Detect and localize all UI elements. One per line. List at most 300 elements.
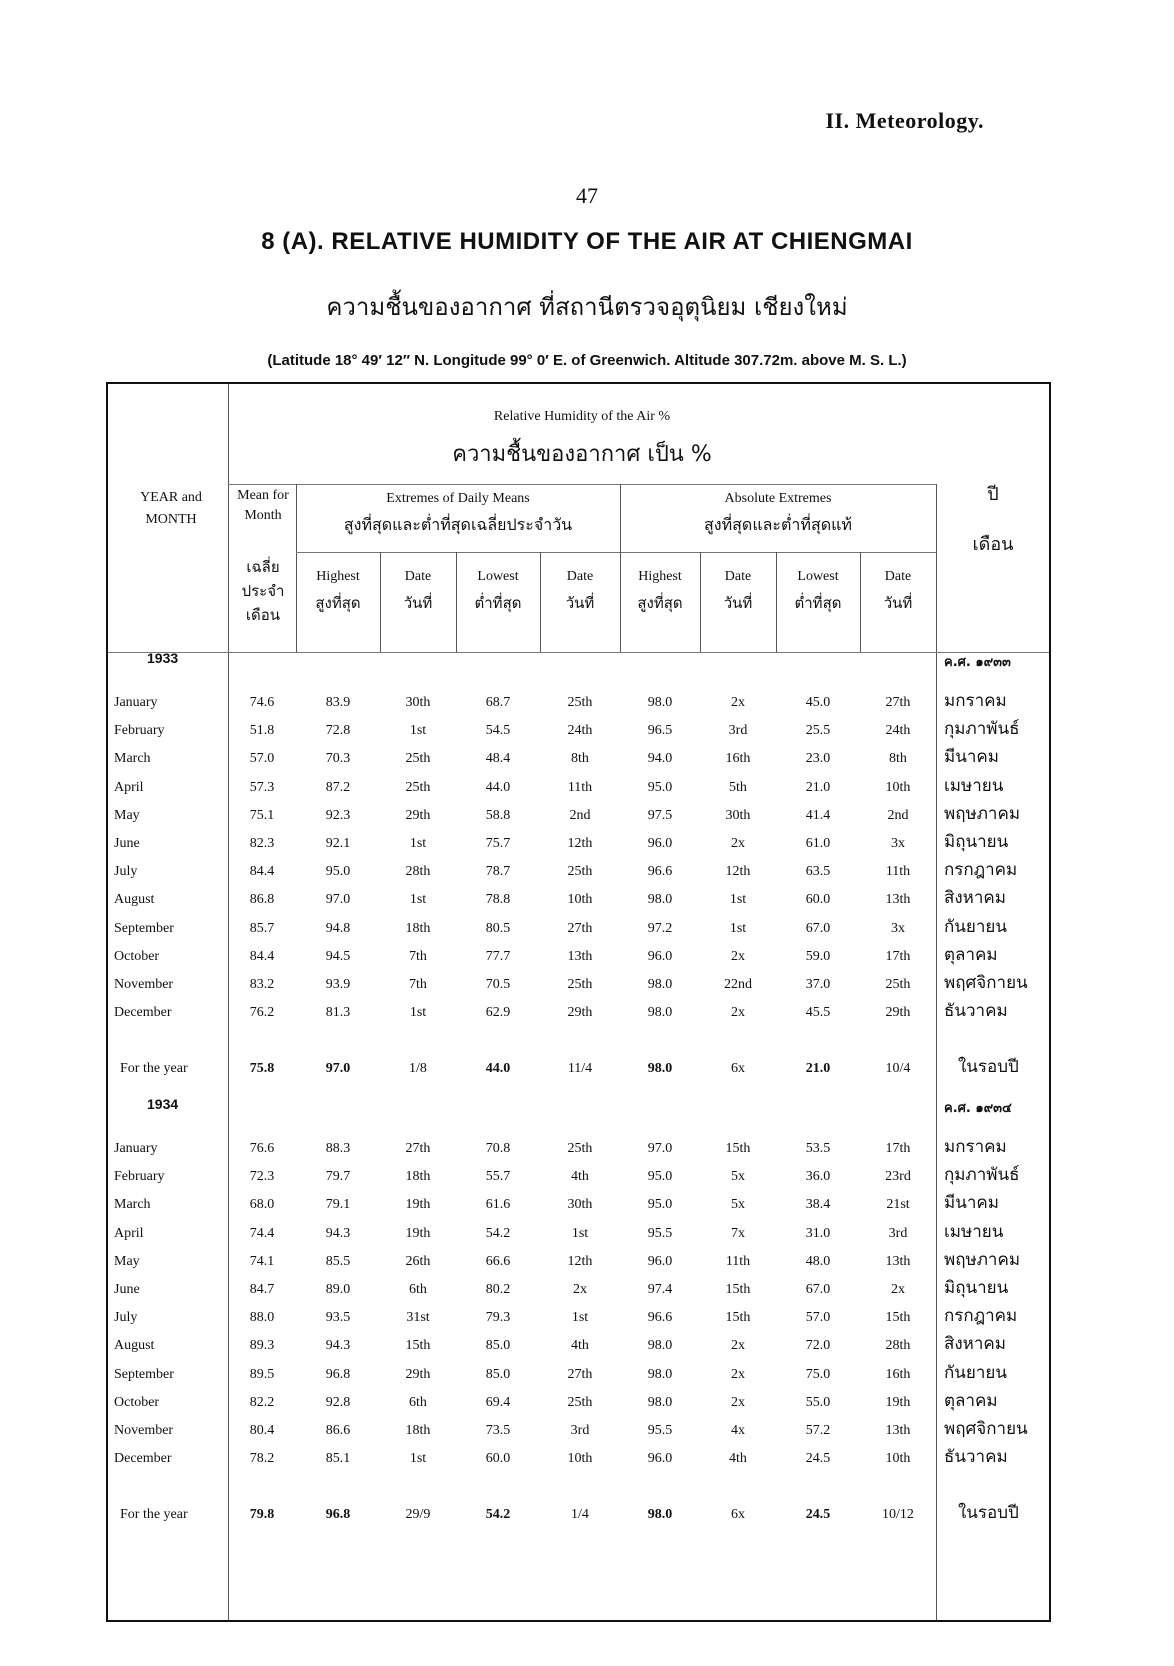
- table-row-month: February: [114, 723, 165, 739]
- table-row-month-thai: ธันวาคม: [944, 1001, 1008, 1022]
- table-cell: 3rd: [728, 723, 748, 739]
- table-cell: 11th: [725, 1253, 751, 1269]
- table-cell: 2nd: [887, 807, 909, 823]
- table-cell: 24th: [567, 723, 593, 739]
- table-cell: 85.7: [249, 920, 275, 936]
- table-cell: 89.0: [325, 1282, 351, 1297]
- table-cell: 94.8: [325, 920, 351, 936]
- table-cell: 7th: [409, 977, 427, 992]
- table-cell: 98.0: [647, 1507, 673, 1523]
- table-cell: 21st: [886, 1197, 910, 1213]
- table-cell: 45.0: [805, 695, 831, 710]
- table-cell: 57.0: [249, 751, 275, 767]
- table-cell: 31st: [406, 1310, 430, 1326]
- table-cell: 79.8: [249, 1507, 275, 1523]
- table-row-month-thai: มิถุนายน: [944, 832, 1009, 852]
- table-row-month-thai: มีนาคม: [944, 1193, 999, 1214]
- table-cell: 78.2: [249, 1451, 275, 1467]
- date-header-thai: วันที่: [883, 594, 913, 612]
- table-cell: 94.3: [325, 1338, 351, 1354]
- table-cell: 98.0: [647, 1005, 673, 1021]
- date-header: Date: [724, 569, 752, 584]
- table-cell: 23.0: [805, 751, 831, 767]
- table-cell: 95.5: [647, 1225, 673, 1241]
- year-label: 1934: [147, 1096, 179, 1112]
- table-cell: 2x: [731, 836, 745, 851]
- table-cell: 96.0: [647, 1253, 673, 1269]
- table-row-month: September: [114, 920, 174, 936]
- table-cell: 80.5: [485, 920, 511, 936]
- table-cell: 7th: [409, 948, 427, 964]
- table-cell: 95.0: [647, 1169, 673, 1185]
- lowest-header: Lowest: [477, 569, 519, 584]
- total-row-month: For the year: [120, 1507, 188, 1523]
- table-cell: 85.0: [485, 1366, 511, 1382]
- page-number: 47: [576, 183, 598, 208]
- table-row-month-thai: มีนาคม: [944, 747, 999, 768]
- table-row-month-thai: กุมภาพันธ์: [944, 719, 1020, 740]
- table-cell: 96.0: [647, 948, 673, 964]
- table-cell: 97.5: [647, 807, 673, 823]
- table-row-month: November: [114, 1423, 174, 1438]
- table-cell: 66.6: [485, 1253, 511, 1269]
- highest-header-thai: สูงที่สุด: [637, 594, 683, 612]
- table-row-month-thai: กันยายน: [944, 1362, 1008, 1383]
- table-cell: 98.0: [647, 1061, 673, 1077]
- table-row-month-thai: เมษายน: [944, 775, 1004, 796]
- table-cell: 75.0: [805, 1366, 831, 1382]
- table-cell: 45.5: [805, 1005, 831, 1021]
- table-cell: 74.1: [249, 1253, 275, 1269]
- table-cell: 2x: [731, 695, 745, 710]
- table-cell: 10/4: [885, 1061, 911, 1077]
- table-cell: 97.0: [325, 892, 351, 908]
- table-cell: 54.2: [485, 1225, 511, 1241]
- table-cell: 12th: [567, 1253, 593, 1269]
- table-cell: 1st: [409, 723, 427, 739]
- table-cell: 15th: [725, 1282, 751, 1297]
- table-cell: 11th: [567, 779, 593, 795]
- table-cell: 36.0: [805, 1169, 831, 1185]
- header-divider: [108, 652, 1049, 653]
- absolute-extremes-header-thai: สูงที่สุดและต่ำที่สุดแท้: [704, 515, 852, 534]
- table-cell: 57.2: [805, 1423, 831, 1438]
- table-cell: 75.7: [485, 836, 511, 851]
- table-row-month: October: [114, 948, 160, 964]
- table-cell: 10/12: [882, 1507, 914, 1523]
- lowest-header: Lowest: [797, 569, 839, 584]
- table-cell: 74.4: [249, 1225, 275, 1241]
- table-cell: 8th: [889, 751, 907, 767]
- table-cell: 11/4: [567, 1061, 593, 1077]
- table-row-month: May: [114, 807, 140, 823]
- table-cell: 15th: [725, 1310, 751, 1326]
- table-row-month: April: [114, 779, 144, 795]
- group-header: Relative Humidity of the Air %: [493, 409, 671, 424]
- table-cell: 37.0: [805, 977, 831, 992]
- table-cell: 21.0: [805, 1061, 831, 1077]
- table-cell: 96.8: [325, 1366, 351, 1382]
- table-cell: 77.7: [485, 948, 511, 964]
- table-cell: 3x: [891, 920, 905, 936]
- table-cell: 55.0: [805, 1394, 831, 1410]
- table-cell: 16th: [885, 1366, 911, 1382]
- table-cell: 96.6: [647, 864, 673, 880]
- table-cell: 86.8: [249, 892, 275, 908]
- date-header: Date: [404, 569, 432, 584]
- table-cell: 92.8: [325, 1394, 351, 1410]
- table-cell: 44.0: [485, 779, 511, 795]
- total-row-month: For the year: [120, 1061, 188, 1077]
- table-cell: 89.5: [249, 1366, 275, 1382]
- table-row-month-thai: กรกฎาคม: [944, 1306, 1018, 1327]
- table-cell: 29th: [405, 1366, 431, 1382]
- table-cell: 24th: [885, 723, 911, 739]
- table-cell: 25th: [567, 864, 593, 880]
- table-row-month: March: [114, 1197, 151, 1213]
- table-cell: 79.3: [485, 1310, 511, 1326]
- table-cell: 6x: [731, 1061, 745, 1077]
- table-cell: 5x: [731, 1197, 745, 1213]
- table-cell: 23rd: [885, 1169, 911, 1185]
- lowest-header-thai: ต่ำที่สุด: [474, 594, 522, 612]
- table-row-month-thai: มกราคม: [944, 1137, 1007, 1157]
- table-cell: 60.0: [805, 892, 831, 908]
- table-cell: 84.4: [249, 864, 275, 880]
- table-cell: 2nd: [569, 807, 591, 823]
- table-row-month: August: [114, 892, 155, 908]
- table-row-month-thai: ตุลาคม: [944, 944, 998, 965]
- daily-extremes-header: Extremes of Daily Means: [386, 491, 530, 506]
- table-row-month: December: [114, 1005, 172, 1021]
- table-cell: 25th: [567, 1394, 593, 1410]
- table-cell: 1/8: [409, 1061, 427, 1077]
- year-label-thai: ค.ศ. ๑๙๓๔: [944, 1101, 1012, 1116]
- total-row-month-thai: ในรอบปี: [958, 1057, 1019, 1078]
- table-cell: 96.0: [647, 836, 673, 851]
- table-cell: 29th: [885, 1005, 911, 1021]
- table-cell: 28th: [885, 1338, 911, 1354]
- table-cell: 30th: [405, 695, 431, 710]
- table-cell: 18th: [405, 1169, 431, 1185]
- table-cell: 1st: [409, 892, 427, 908]
- table-cell: 22nd: [724, 977, 752, 992]
- table-cell: 93.5: [325, 1310, 351, 1326]
- table-cell: 25th: [567, 977, 593, 992]
- table-cell: 1st: [409, 836, 427, 851]
- table-cell: 1st: [409, 1451, 427, 1467]
- table-cell: 80.2: [485, 1282, 511, 1297]
- table-cell: 83.9: [325, 695, 351, 710]
- table-cell: 27th: [567, 920, 593, 936]
- daily-extremes-header-thai: สูงที่สุดและต่ำที่สุดเฉลี่ยประจำวัน: [343, 515, 573, 534]
- table-cell: 89.3: [249, 1338, 275, 1354]
- table-cell: 80.4: [249, 1423, 275, 1438]
- table-cell: 76.6: [249, 1141, 275, 1156]
- table-cell: 27th: [405, 1141, 431, 1156]
- table-cell: 85.0: [485, 1338, 511, 1354]
- table-cell: 48.0: [805, 1253, 831, 1269]
- table-cell: 3rd: [888, 1225, 908, 1241]
- table-cell: 79.7: [325, 1169, 351, 1185]
- table-cell: 97.4: [647, 1282, 673, 1297]
- highest-header: Highest: [638, 569, 682, 584]
- table-cell: 78.8: [485, 892, 511, 908]
- section-header: II. Meteorology.: [825, 108, 984, 133]
- table-cell: 27th: [885, 695, 911, 710]
- table-cell: 94.3: [325, 1225, 351, 1241]
- table-cell: 70.5: [485, 977, 511, 992]
- table-cell: 95.0: [647, 1197, 673, 1213]
- table-cell: 96.8: [325, 1507, 351, 1523]
- table-cell: 98.0: [647, 1366, 673, 1382]
- year-header-thai: ปี: [987, 484, 999, 505]
- table-cell: 57.0: [805, 1310, 831, 1326]
- table-cell: 48.4: [485, 751, 511, 767]
- table-cell: 3rd: [570, 1423, 590, 1438]
- column-divider: [228, 384, 229, 1620]
- table-cell: 2x: [731, 1366, 745, 1382]
- table-row-month-thai: พฤศจิกายน: [944, 973, 1028, 993]
- table-cell: 18th: [405, 1423, 431, 1438]
- date-header-thai: วันที่: [565, 594, 595, 612]
- total-row-month-thai: ในรอบปี: [958, 1503, 1019, 1524]
- table-cell: 4th: [571, 1338, 589, 1354]
- table-cell: 69.4: [485, 1394, 511, 1410]
- table-cell: 98.0: [647, 695, 673, 710]
- table-cell: 87.2: [325, 779, 351, 795]
- table-cell: 78.7: [485, 864, 511, 880]
- table-cell: 1st: [571, 1310, 589, 1326]
- table-cell: 17th: [885, 948, 911, 964]
- table-cell: 25th: [405, 779, 431, 795]
- mean-header: Mean for Month: [237, 488, 289, 523]
- table-cell: 21.0: [805, 779, 831, 795]
- table-cell: 16th: [725, 751, 751, 767]
- table-cell: 2x: [731, 948, 745, 964]
- column-divider: [936, 484, 937, 1620]
- table-cell: 62.9: [485, 1005, 511, 1021]
- table-cell: 7x: [731, 1225, 745, 1241]
- table-cell: 70.3: [325, 751, 351, 767]
- table-cell: 68.0: [249, 1197, 275, 1213]
- table-cell: 59.0: [805, 948, 831, 964]
- table-cell: 96.6: [647, 1310, 673, 1326]
- table-row-month: January: [114, 695, 158, 710]
- table-cell: 68.7: [485, 695, 511, 710]
- table-cell: 4x: [731, 1423, 745, 1438]
- table-cell: 67.0: [805, 920, 831, 936]
- table-cell: 95.0: [325, 864, 351, 880]
- table-cell: 95.5: [647, 1423, 673, 1438]
- table-row-month: July: [114, 1310, 138, 1326]
- table-cell: 74.6: [249, 695, 275, 710]
- table-cell: 25th: [567, 1141, 593, 1156]
- table-cell: 81.3: [325, 1005, 351, 1021]
- table-cell: 92.1: [325, 836, 351, 851]
- table-cell: 41.4: [805, 807, 831, 823]
- absolute-extremes-header: Absolute Extremes: [724, 491, 832, 506]
- table-cell: 15th: [885, 1310, 911, 1326]
- table-row-month-thai: ตุลาคม: [944, 1390, 998, 1411]
- table-cell: 63.5: [805, 864, 831, 880]
- table-cell: 73.5: [485, 1423, 511, 1438]
- table-cell: 2x: [891, 1282, 905, 1297]
- year-month-header: YEAR and MONTH: [140, 490, 202, 527]
- table-cell: 82.3: [249, 836, 275, 851]
- table-cell: 67.0: [805, 1282, 831, 1297]
- table-cell: 1/4: [571, 1507, 589, 1523]
- table-cell: 97.0: [325, 1061, 351, 1077]
- table-cell: 85.1: [325, 1451, 351, 1467]
- table-cell: 72.3: [249, 1169, 275, 1185]
- page-title: 8 (A). RELATIVE HUMIDITY OF THE AIR AT CHIENGMAI: [261, 228, 913, 255]
- table-cell: 98.0: [647, 1394, 673, 1410]
- table-cell: 29th: [405, 807, 431, 823]
- table-cell: 54.2: [485, 1507, 511, 1523]
- table-cell: 92.3: [325, 807, 351, 823]
- table-cell: 6th: [409, 1394, 427, 1410]
- table-cell: 79.1: [325, 1197, 351, 1213]
- table-cell: 30th: [567, 1197, 593, 1213]
- table-row-month: January: [114, 1141, 158, 1156]
- group-header-thai: ความชื้นของอากาศ เป็น %: [452, 442, 712, 467]
- table-row-month: June: [114, 836, 140, 851]
- table-cell: 10th: [567, 1451, 593, 1467]
- table-cell: 19th: [405, 1197, 431, 1213]
- table-row-month: August: [114, 1338, 155, 1354]
- table-cell: 72.0: [805, 1338, 831, 1354]
- table-cell: 58.8: [485, 807, 511, 823]
- table-cell: 2x: [731, 1338, 745, 1354]
- table-cell: 4th: [571, 1169, 589, 1185]
- table-cell: 38.4: [805, 1197, 831, 1213]
- table-row-month-thai: พฤษภาคม: [944, 803, 1021, 824]
- table-cell: 10th: [885, 779, 911, 795]
- table-row-month-thai: สิงหาคม: [944, 1334, 1007, 1355]
- table-cell: 1st: [729, 920, 747, 936]
- table-cell: 4th: [729, 1451, 747, 1467]
- table-cell: 11th: [885, 864, 911, 880]
- table-cell: 15th: [405, 1338, 431, 1354]
- table-cell: 53.5: [805, 1141, 831, 1156]
- table-cell: 96.0: [647, 1451, 673, 1467]
- table-row-month-thai: เมษายน: [944, 1221, 1004, 1242]
- date-header: Date: [566, 569, 594, 584]
- table-cell: 30th: [725, 807, 751, 823]
- header-divider: [228, 484, 936, 485]
- table-cell: 13th: [885, 1423, 911, 1438]
- highest-header: Highest: [316, 569, 360, 584]
- table-cell: 12th: [567, 836, 593, 851]
- table-cell: 98.0: [647, 1338, 673, 1354]
- table-cell: 97.0: [647, 1141, 673, 1156]
- table-row-month-thai: กันยายน: [944, 916, 1008, 937]
- table-row-month-thai: พฤษภาคม: [944, 1249, 1021, 1270]
- table-cell: 88.3: [325, 1141, 351, 1156]
- table-cell: 96.5: [647, 723, 673, 739]
- table-row-month: October: [114, 1394, 160, 1410]
- table-row-month: June: [114, 1282, 140, 1297]
- month-header-thai: เดือน: [972, 534, 1014, 555]
- table-cell: 84.7: [249, 1282, 275, 1297]
- table-cell: 2x: [573, 1282, 587, 1297]
- header-divider: [296, 552, 936, 553]
- table-cell: 29/9: [405, 1507, 431, 1523]
- table-cell: 2x: [731, 1394, 745, 1410]
- table-cell: 24.5: [805, 1507, 831, 1523]
- table-cell: 60.0: [485, 1451, 511, 1467]
- highest-header-thai: สูงที่สุด: [315, 594, 361, 612]
- date-header: Date: [884, 569, 912, 584]
- table-cell: 18th: [405, 920, 431, 936]
- table-row-month: November: [114, 977, 174, 992]
- table-row-month-thai: พฤศจิกายน: [944, 1419, 1028, 1439]
- table-cell: 97.2: [647, 920, 673, 936]
- table-cell: 88.0: [249, 1310, 275, 1326]
- table-cell: 5th: [729, 779, 747, 795]
- location-subtitle: (Latitude 18° 49′ 12″ N. Longitude 99° 0′ E. of Greenwich. Altitude 307.72m. above M. S. L.): [267, 352, 907, 369]
- date-header-thai: วันที่: [723, 594, 753, 612]
- table-cell: 13th: [885, 1253, 911, 1269]
- table-cell: 75.1: [249, 807, 275, 823]
- table-row-month-thai: สิงหาคม: [944, 888, 1007, 909]
- table-cell: 82.2: [249, 1394, 275, 1410]
- table-cell: 25th: [567, 695, 593, 710]
- year-label: 1933: [147, 650, 179, 666]
- table-row-month: September: [114, 1366, 174, 1382]
- table-cell: 13th: [885, 892, 911, 908]
- table-cell: 13th: [567, 948, 593, 964]
- table-cell: 28th: [405, 864, 431, 880]
- table-cell: 85.5: [325, 1253, 351, 1269]
- table-cell: 15th: [725, 1141, 751, 1156]
- table-cell: 12th: [725, 864, 751, 880]
- table-cell: 44.0: [485, 1061, 511, 1077]
- table-cell: 2x: [731, 1005, 745, 1021]
- table-cell: 84.4: [249, 948, 275, 964]
- table-row-month: March: [114, 751, 151, 767]
- table-cell: 54.5: [485, 723, 511, 739]
- table-cell: 94.5: [325, 948, 351, 964]
- table-cell: 29th: [567, 1005, 593, 1021]
- table-cell: 94.0: [647, 751, 673, 767]
- table-cell: 57.3: [249, 779, 275, 795]
- table-cell: 19th: [885, 1394, 911, 1410]
- table-cell: 51.8: [249, 723, 275, 739]
- table-cell: 6th: [409, 1282, 427, 1297]
- table-cell: 8th: [571, 751, 589, 767]
- table-cell: 1st: [571, 1225, 589, 1241]
- table-row-month: May: [114, 1253, 140, 1269]
- table-cell: 3x: [891, 836, 905, 851]
- table-cell: 93.9: [325, 977, 351, 992]
- table-cell: 95.0: [647, 779, 673, 795]
- table-cell: 76.2: [249, 1005, 275, 1021]
- table-cell: 27th: [567, 1366, 593, 1382]
- table-cell: 5x: [731, 1169, 745, 1185]
- table-cell: 72.8: [325, 723, 351, 739]
- table-cell: 17th: [885, 1141, 911, 1156]
- table-cell: 10th: [885, 1451, 911, 1467]
- table-row-month-thai: มิถุนายน: [944, 1278, 1009, 1298]
- table-cell: 6x: [731, 1507, 745, 1523]
- table-cell: 86.6: [325, 1423, 351, 1438]
- table-cell: 1st: [409, 1005, 427, 1021]
- table-cell: 61.6: [485, 1197, 511, 1213]
- table-cell: 25.5: [805, 723, 831, 739]
- table-cell: 83.2: [249, 977, 275, 992]
